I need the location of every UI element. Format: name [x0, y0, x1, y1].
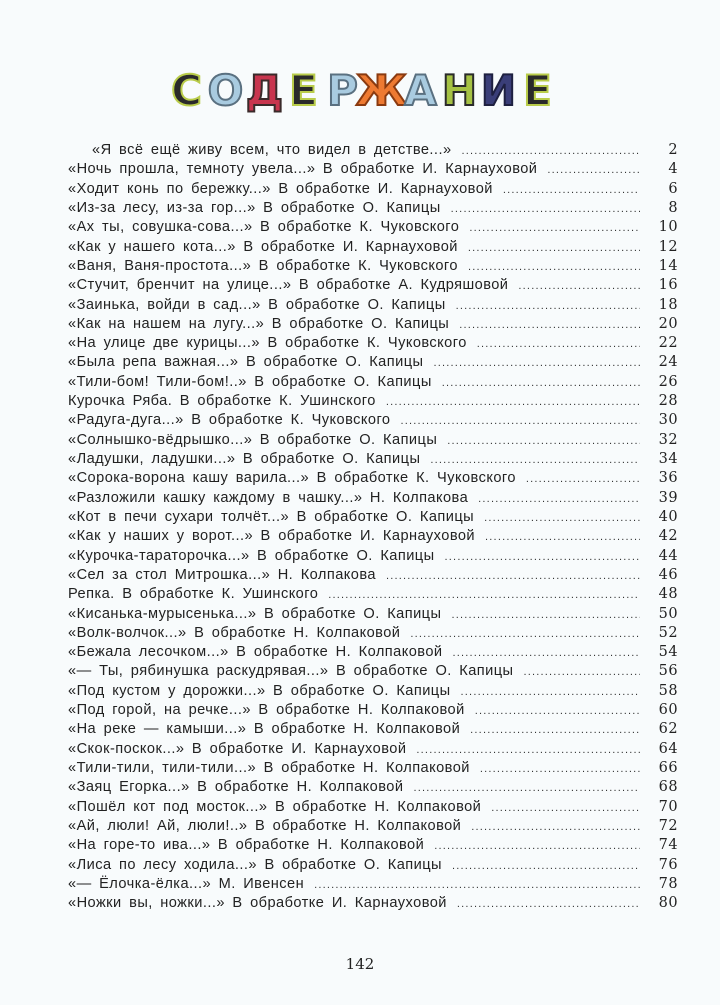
title-letter: Е	[523, 66, 552, 115]
dot-leader	[430, 451, 640, 470]
toc-entry-title: «Как у наших у ворот...» В обработке И. Карнауховой	[68, 528, 476, 545]
toc-entry[interactable]	[68, 257, 678, 276]
toc-entry-page: 74	[658, 837, 678, 854]
toc-entry[interactable]	[68, 199, 678, 218]
toc-entry-title: «Как на нашем на лугу...» В обработке О. Капицы	[68, 315, 450, 332]
toc-entry-title: «Ночь прошла, темноту увела...» В обработке И. Карнауховой	[68, 161, 538, 178]
toc-entry-page: 36	[658, 470, 678, 487]
dot-leader	[478, 490, 640, 509]
table-of-contents	[68, 141, 678, 914]
toc-entry-title: «Кот в печи сухари толчёт...» В обработке О. Капицы	[68, 508, 475, 525]
toc-entry-title: «Стучит, бренчит на улице...» В обработке А. Кудряшовой	[68, 277, 509, 294]
toc-entry[interactable]	[68, 160, 678, 179]
dot-leader	[433, 354, 640, 373]
toc-entry-page: 70	[658, 798, 678, 815]
toc-entry-title: «Ай, люли! Ай, люли!..» В обработке Н. Колпаковой	[68, 817, 462, 834]
toc-entry-page: 72	[658, 817, 678, 834]
toc-entry-title: «— Ёлочка-ёлка...» М. Ивенсен	[68, 875, 305, 892]
toc-entry[interactable]	[68, 141, 678, 160]
toc-entry-title: «Солнышко-вёдрышко...» В обработке О. Капицы	[68, 431, 438, 448]
title-letter: Р	[327, 66, 358, 115]
toc-entry-page: 48	[658, 586, 678, 603]
toc-entry-page: 64	[658, 740, 678, 757]
toc-entry-page: 42	[658, 528, 678, 545]
toc-entry-page: 30	[658, 412, 678, 429]
toc-entry-page: 28	[658, 393, 678, 410]
toc-entry-title: «На улице две курицы...» В обработке К. Чуковского	[68, 335, 467, 352]
dot-leader	[434, 837, 640, 856]
dot-leader	[461, 683, 640, 702]
dot-leader	[451, 200, 640, 219]
toc-entry-title: «Бежала лесочком...» В обработке Н. Колпаковой	[68, 644, 443, 661]
toc-entry-page: 14	[658, 257, 678, 274]
toc-entry[interactable]	[68, 353, 678, 372]
toc-entry-page: 56	[658, 663, 678, 680]
dot-leader	[480, 760, 640, 779]
toc-entry-title: Репка. В обработке К. Ушинского	[68, 586, 319, 603]
dot-leader	[400, 412, 640, 431]
toc-entry[interactable]	[68, 643, 678, 662]
title-letter: С	[171, 66, 202, 115]
toc-entry[interactable]	[68, 527, 678, 546]
toc-entry[interactable]	[68, 740, 678, 759]
toc-entry-page: 40	[658, 508, 678, 525]
toc-entry-title: «Тили-тили, тили-тили...» В обработке Н. Колпаковой	[68, 760, 470, 776]
toc-entry-title: «Под горой, на речке...» В обработке Н. Колпаковой	[68, 702, 465, 719]
toc-entry-title: «Из-за лесу, из-за гор...» В обработке О. Капицы	[68, 199, 441, 216]
toc-entry[interactable]	[68, 894, 678, 913]
toc-entry-title: «Курочка-тараторочка...» В обработке О. Капицы	[68, 547, 435, 564]
dot-leader	[452, 857, 640, 876]
toc-entry-title: «— Ты, рябинушка раскудрявая...» В обработке О. Капицы	[68, 663, 514, 680]
title-letter: Е	[289, 66, 318, 115]
dot-leader	[523, 663, 640, 682]
dot-leader	[470, 721, 640, 740]
dot-leader	[459, 316, 640, 335]
toc-entry-title: «На реке — камыши...» В обработке Н. Колпаковой	[68, 721, 461, 738]
dot-leader	[468, 258, 640, 277]
dot-leader	[518, 277, 640, 296]
toc-entry[interactable]	[68, 585, 678, 604]
dot-leader	[386, 393, 640, 412]
toc-entry[interactable]	[68, 682, 678, 701]
toc-entry-page: 12	[658, 238, 678, 255]
toc-entry-title: Курочка Ряба. В обработке К. Ушинского	[68, 393, 376, 410]
toc-entry-title: «Ножки вы, ножки...» В обработке И. Карнауховой	[68, 895, 447, 912]
dot-leader	[314, 876, 640, 895]
toc-entry[interactable]	[68, 392, 678, 411]
dot-leader	[413, 779, 640, 798]
dot-leader	[484, 509, 640, 528]
toc-entry[interactable]	[68, 469, 678, 488]
toc-entry-title: «Под кустом у дорожки...» В обработке О. Капицы	[68, 682, 451, 699]
toc-entry[interactable]	[68, 701, 678, 720]
toc-entry-title: «Ваня, Ваня-простота...» В обработке К. Чуковского	[68, 257, 458, 274]
toc-entry[interactable]	[68, 759, 678, 778]
toc-entry-page: 32	[658, 431, 678, 448]
toc-entry[interactable]	[68, 624, 678, 643]
toc-entry-title: «Сел за стол Митрошка...» Н. Колпакова	[68, 566, 376, 583]
toc-entry-page: 54	[658, 644, 678, 661]
toc-entry-page: 60	[658, 702, 678, 719]
toc-entry[interactable]	[68, 373, 678, 392]
toc-entry-title: «Я всё ещё живу всем, что видел в детстве...»	[92, 142, 452, 158]
dot-leader	[457, 895, 640, 914]
dot-leader	[410, 625, 640, 644]
dot-leader	[469, 219, 640, 238]
toc-entry-page: 10	[658, 219, 678, 236]
toc-entry-title: «Сорока-ворона кашу варила...» В обработке К. Чуковского	[68, 470, 516, 487]
toc-entry[interactable]	[68, 411, 678, 430]
toc-entry-title: «На горе-то ива...» В обработке Н. Колпаковой	[68, 837, 425, 854]
toc-entry[interactable]	[68, 778, 678, 797]
toc-entry[interactable]	[68, 180, 678, 199]
toc-entry-page: 20	[658, 315, 678, 332]
dot-leader	[526, 470, 640, 489]
toc-entry-title: «Ладушки, ладушки...» В обработке О. Капицы	[68, 451, 421, 467]
dot-leader	[468, 239, 640, 258]
toc-entry-page: 76	[658, 856, 678, 873]
dot-leader	[456, 297, 640, 316]
toc-entry[interactable]	[68, 489, 678, 508]
toc-entry-page: 80	[658, 895, 678, 912]
toc-entry-title: «Тили-бом! Тили-бом!..» В обработке О. Капицы	[68, 373, 432, 390]
toc-entry-title: «Волк-волчок...» В обработке Н. Колпаковой	[68, 624, 401, 641]
toc-entry-page: 16	[658, 277, 678, 294]
toc-entry-title: «Ах ты, совушка-сова...» В обработке К. Чуковского	[68, 219, 460, 236]
dot-leader	[328, 586, 640, 605]
title-letter: О	[207, 66, 244, 115]
toc-entry-page: 52	[658, 624, 678, 641]
toc-entry-title: «Пошёл кот под мосток...» В обработке Н. Колпаковой	[68, 798, 482, 815]
toc-entry-page: 50	[658, 605, 678, 622]
toc-entry[interactable]	[68, 856, 678, 875]
toc-entry-title: «Радуга-дуга...» В обработке К. Чуковского	[68, 412, 391, 429]
toc-entry-page: 8	[668, 199, 678, 216]
toc-entry-page: 44	[658, 547, 678, 564]
toc-entry-title: «Как у нашего кота...» В обработке И. Карнауховой	[68, 238, 458, 255]
toc-entry-title: «Заинька, войди в сад...» В обработке О. Капицы	[68, 296, 446, 313]
dot-leader	[445, 548, 640, 567]
dot-leader	[491, 799, 640, 818]
toc-entry-title: «Лиса по лесу ходила...» В обработке О. Капицы	[68, 856, 442, 873]
dot-leader	[471, 818, 640, 837]
dot-leader	[451, 606, 640, 625]
toc-entry-page: 68	[658, 779, 678, 796]
dot-leader	[462, 142, 640, 161]
toc-entry[interactable]	[68, 875, 678, 894]
toc-entry-page: 34	[658, 451, 678, 467]
toc-entry-page: 2	[668, 142, 678, 158]
toc-entry-page: 39	[658, 489, 678, 506]
toc-entry-page: 18	[658, 296, 678, 313]
toc-entry-page: 78	[658, 875, 678, 892]
title-letter: А	[404, 66, 437, 115]
toc-entry[interactable]	[68, 296, 678, 315]
dot-leader	[485, 528, 640, 547]
toc-entry-title: «Разложили кашку каждому в чашку...» Н. Колпакова	[68, 489, 469, 506]
title-letter: И	[480, 66, 517, 115]
toc-entry-page: 22	[658, 335, 678, 352]
dot-leader	[453, 644, 641, 663]
toc-entry-title: «Кисанька-мурысенька...» В обработке О. Капицы	[68, 605, 442, 622]
toc-entry-page: 24	[658, 354, 678, 371]
dot-leader	[503, 181, 640, 200]
toc-entry[interactable]	[68, 817, 678, 836]
toc-entry-page: 58	[658, 682, 678, 699]
dot-leader	[477, 335, 640, 354]
toc-entry-page: 66	[658, 760, 678, 776]
toc-entry[interactable]	[68, 547, 678, 566]
toc-entry-page: 26	[658, 373, 678, 390]
page-title	[168, 66, 560, 116]
dot-leader	[416, 741, 640, 760]
toc-entry[interactable]	[68, 334, 678, 353]
title-letter: Ж	[355, 66, 408, 115]
toc-entry-title: «Была репа важная...» В обработке О. Капицы	[68, 354, 424, 371]
toc-entry-page: 4	[668, 161, 678, 178]
toc-entry-title: «Ходит конь по бережку...» В обработке И. Карнауховой	[68, 180, 493, 197]
toc-entry[interactable]	[68, 566, 678, 585]
title-letter: Д	[245, 66, 284, 115]
dot-leader	[475, 702, 640, 721]
toc-entry-page: 46	[658, 566, 678, 583]
toc-entry[interactable]	[68, 720, 678, 739]
toc-entry[interactable]	[68, 450, 678, 469]
title-letter: Н	[441, 66, 478, 115]
page-number: 142	[345, 955, 375, 973]
toc-entry[interactable]	[68, 508, 678, 527]
dot-leader	[447, 432, 640, 451]
toc-entry-title: «Заяц Егорка...» В обработке Н. Колпаковой	[68, 779, 404, 796]
dot-leader	[547, 161, 640, 180]
toc-entry[interactable]	[68, 276, 678, 295]
toc-entry-page: 62	[658, 721, 678, 738]
toc-entry[interactable]	[68, 315, 678, 334]
dot-leader	[442, 374, 640, 393]
toc-entry[interactable]	[68, 431, 678, 450]
toc-entry[interactable]	[68, 605, 678, 624]
toc-entry[interactable]	[68, 836, 678, 855]
toc-entry[interactable]	[68, 238, 678, 257]
toc-entry[interactable]	[68, 662, 678, 681]
toc-entry-title: «Скок-поскок...» В обработке И. Карнауховой	[68, 740, 407, 757]
toc-entry[interactable]	[68, 798, 678, 817]
toc-entry-page: 6	[668, 180, 678, 197]
toc-entry[interactable]	[68, 218, 678, 237]
dot-leader	[386, 567, 640, 586]
